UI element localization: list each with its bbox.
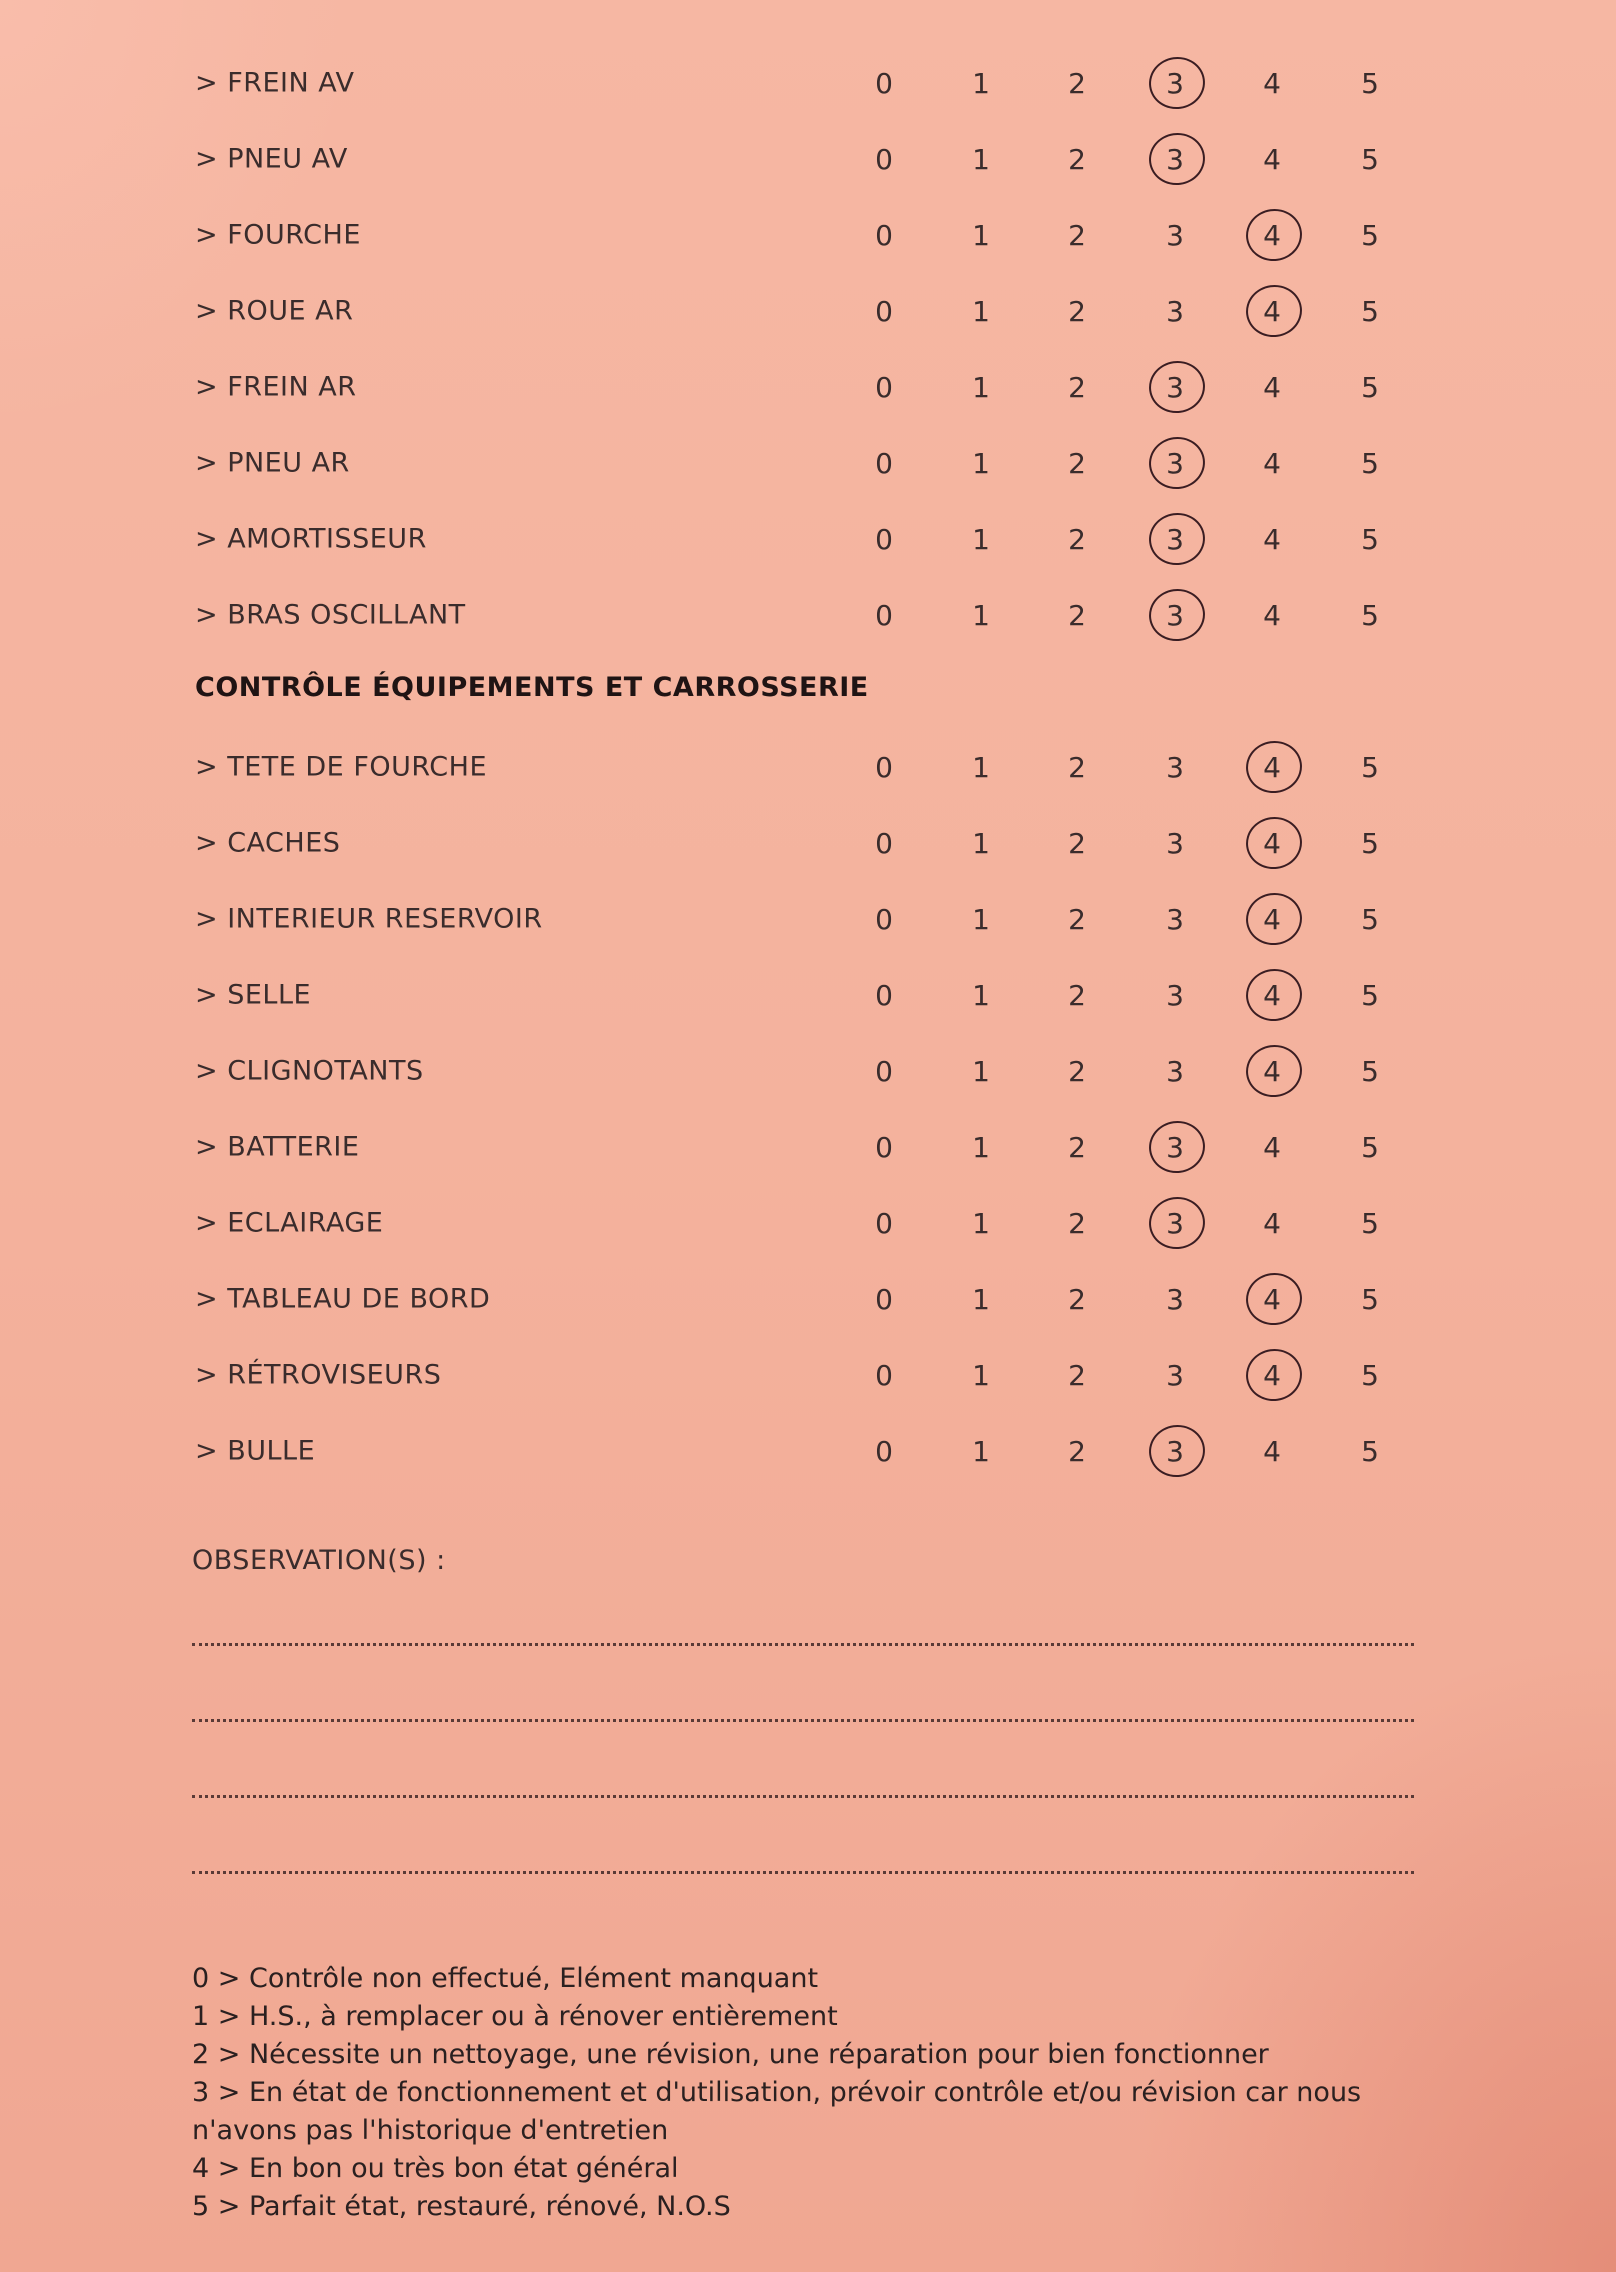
row-label: > BATTERIE <box>195 1131 360 1163</box>
score-option-4[interactable]: 4 <box>1263 598 1281 632</box>
checklist-row <box>0 729 1616 805</box>
score-option-5[interactable]: 5 <box>1361 902 1379 936</box>
observations-label: OBSERVATION(S) : <box>192 1545 446 1576</box>
score-option-5[interactable]: 5 <box>1361 66 1379 100</box>
score-option-2[interactable]: 2 <box>1068 294 1086 328</box>
score-option-0[interactable]: 0 <box>875 1282 893 1316</box>
score-option-4[interactable]: 4 <box>1242 742 1302 792</box>
score-option-5[interactable]: 5 <box>1361 978 1379 1012</box>
score-option-5[interactable]: 5 <box>1361 598 1379 632</box>
score-option-3[interactable]: 3 <box>1166 294 1184 328</box>
score-option-0[interactable]: 0 <box>875 598 893 632</box>
legend-item: 0 > Contrôle non effectué, Elément manquant <box>192 1963 819 1994</box>
score-option-3[interactable]: 3 <box>1166 750 1184 784</box>
score-option-5[interactable]: 5 <box>1361 218 1379 252</box>
score-option-3[interactable]: 3 <box>1145 1198 1205 1248</box>
row-label: > FREIN AR <box>195 371 357 403</box>
score-option-2[interactable]: 2 <box>1068 1130 1086 1164</box>
score-option-4[interactable]: 4 <box>1242 1350 1302 1400</box>
row-label: > ROUE AR <box>195 295 354 327</box>
score-option-1[interactable]: 1 <box>972 978 990 1012</box>
score-option-0[interactable]: 0 <box>875 370 893 404</box>
score-option-5[interactable]: 5 <box>1361 294 1379 328</box>
score-option-0[interactable]: 0 <box>875 522 893 556</box>
score-option-1[interactable]: 1 <box>972 66 990 100</box>
score-option-0[interactable]: 0 <box>875 294 893 328</box>
score-option-3[interactable]: 3 <box>1166 826 1184 860</box>
score-option-3[interactable]: 3 <box>1166 978 1184 1012</box>
checklist-row <box>0 1413 1616 1489</box>
score-option-3[interactable]: 3 <box>1166 1054 1184 1088</box>
score-option-1[interactable]: 1 <box>972 1054 990 1088</box>
score-option-4[interactable]: 4 <box>1263 1434 1281 1468</box>
score-option-0[interactable]: 0 <box>875 1206 893 1240</box>
checklist-row <box>0 805 1616 881</box>
score-option-2[interactable]: 2 <box>1068 1054 1086 1088</box>
score-option-5[interactable]: 5 <box>1361 1130 1379 1164</box>
score-option-2[interactable]: 2 <box>1068 902 1086 936</box>
score-option-2[interactable]: 2 <box>1068 1358 1086 1392</box>
score-option-4[interactable]: 4 <box>1242 894 1302 944</box>
checklist-row <box>0 1033 1616 1109</box>
score-option-0[interactable]: 0 <box>875 1434 893 1468</box>
score-option-5[interactable]: 5 <box>1361 1282 1379 1316</box>
score-option-2[interactable]: 2 <box>1068 218 1086 252</box>
checklist-row <box>0 1109 1616 1185</box>
score-option-0[interactable]: 0 <box>875 750 893 784</box>
checklist-row <box>0 1337 1616 1413</box>
score-option-5[interactable]: 5 <box>1361 1206 1379 1240</box>
checklist-row <box>0 121 1616 197</box>
score-option-3[interactable]: 3 <box>1145 514 1205 564</box>
score-option-4[interactable]: 4 <box>1263 66 1281 100</box>
score-option-1[interactable]: 1 <box>972 446 990 480</box>
checklist-row <box>0 881 1616 957</box>
score-option-4[interactable]: 4 <box>1263 370 1281 404</box>
score-option-4[interactable]: 4 <box>1242 970 1302 1020</box>
score-option-2[interactable]: 2 <box>1068 750 1086 784</box>
checklist-row <box>0 501 1616 577</box>
score-option-2[interactable]: 2 <box>1068 598 1086 632</box>
score-option-2[interactable]: 2 <box>1068 142 1086 176</box>
row-label: > PNEU AV <box>195 143 348 175</box>
score-option-3[interactable]: 3 <box>1166 1282 1184 1316</box>
score-option-0[interactable]: 0 <box>875 902 893 936</box>
score-option-1[interactable]: 1 <box>972 370 990 404</box>
score-option-2[interactable]: 2 <box>1068 1434 1086 1468</box>
score-option-3[interactable]: 3 <box>1145 58 1205 108</box>
score-option-4[interactable]: 4 <box>1242 818 1302 868</box>
score-option-5[interactable]: 5 <box>1361 1434 1379 1468</box>
score-option-3[interactable]: 3 <box>1166 902 1184 936</box>
row-label: > BULLE <box>195 1435 316 1467</box>
score-option-4[interactable]: 4 <box>1242 286 1302 336</box>
score-option-3[interactable]: 3 <box>1166 218 1184 252</box>
observation-line[interactable] <box>192 1719 1414 1722</box>
score-option-0[interactable]: 0 <box>875 1054 893 1088</box>
score-option-1[interactable]: 1 <box>972 826 990 860</box>
score-option-4[interactable]: 4 <box>1263 522 1281 556</box>
score-option-5[interactable]: 5 <box>1361 522 1379 556</box>
checklist-row <box>0 197 1616 273</box>
score-option-3[interactable]: 3 <box>1145 1122 1205 1172</box>
score-option-1[interactable]: 1 <box>972 1130 990 1164</box>
score-option-0[interactable]: 0 <box>875 66 893 100</box>
row-label: > TETE DE FOURCHE <box>195 751 487 783</box>
row-label: > FREIN AV <box>195 67 355 99</box>
score-option-0[interactable]: 0 <box>875 1130 893 1164</box>
observation-line[interactable] <box>192 1643 1414 1646</box>
score-option-1[interactable]: 1 <box>972 750 990 784</box>
score-option-2[interactable]: 2 <box>1068 522 1086 556</box>
score-option-3[interactable]: 3 <box>1166 1358 1184 1392</box>
score-option-2[interactable]: 2 <box>1068 370 1086 404</box>
score-option-1[interactable]: 1 <box>972 902 990 936</box>
score-option-0[interactable]: 0 <box>875 218 893 252</box>
legend-item: 3 > En état de fonctionnement et d'utilisation, prévoir contrôle et/ou révision car nous n'avons pas l'historique d'entretien <box>192 2077 1362 2146</box>
score-option-0[interactable]: 0 <box>875 826 893 860</box>
score-option-3[interactable]: 3 <box>1145 438 1205 488</box>
checklist-row <box>0 1261 1616 1337</box>
row-label: > AMORTISSEUR <box>195 523 427 555</box>
section-title: CONTRÔLE ÉQUIPEMENTS ET CARROSSERIE <box>195 672 869 703</box>
score-option-0[interactable]: 0 <box>875 446 893 480</box>
row-label: > PNEU AR <box>195 447 350 479</box>
score-option-2[interactable]: 2 <box>1068 1206 1086 1240</box>
legend-item: 2 > Nécessite un nettoyage, une révision, une réparation pour bien fonctionner <box>192 2039 1269 2070</box>
score-option-4[interactable]: 4 <box>1263 1206 1281 1240</box>
score-option-5[interactable]: 5 <box>1361 1358 1379 1392</box>
row-label: > CLIGNOTANTS <box>195 1055 424 1087</box>
score-option-0[interactable]: 0 <box>875 1358 893 1392</box>
score-option-5[interactable]: 5 <box>1361 826 1379 860</box>
score-option-1[interactable]: 1 <box>972 1434 990 1468</box>
score-option-4[interactable]: 4 <box>1263 446 1281 480</box>
row-label: > SELLE <box>195 979 312 1011</box>
observation-line[interactable] <box>192 1795 1414 1798</box>
score-option-2[interactable]: 2 <box>1068 826 1086 860</box>
score-option-3[interactable]: 3 <box>1145 362 1205 412</box>
score-option-4[interactable]: 4 <box>1242 210 1302 260</box>
legend-item: 4 > En bon ou très bon état général <box>192 2153 679 2184</box>
score-option-2[interactable]: 2 <box>1068 1282 1086 1316</box>
score-option-5[interactable]: 5 <box>1361 1054 1379 1088</box>
score-option-3[interactable]: 3 <box>1145 134 1205 184</box>
score-option-5[interactable]: 5 <box>1361 446 1379 480</box>
score-option-2[interactable]: 2 <box>1068 446 1086 480</box>
checklist-row <box>0 425 1616 501</box>
score-option-4[interactable]: 4 <box>1242 1046 1302 1096</box>
legend-item: 5 > Parfait état, restauré, rénové, N.O.S <box>192 2191 731 2222</box>
checklist-row <box>0 349 1616 425</box>
checklist-row <box>0 45 1616 121</box>
rating-legend <box>192 1960 1442 2226</box>
score-option-2[interactable]: 2 <box>1068 978 1086 1012</box>
legend-item: 1 > H.S., à remplacer ou à rénover entièrement <box>192 2001 838 2032</box>
score-option-1[interactable]: 1 <box>972 218 990 252</box>
score-option-3[interactable]: 3 <box>1145 1426 1205 1476</box>
checklist-row <box>0 273 1616 349</box>
score-option-1[interactable]: 1 <box>972 1282 990 1316</box>
score-option-5[interactable]: 5 <box>1361 370 1379 404</box>
checklist-row <box>0 1185 1616 1261</box>
score-option-2[interactable]: 2 <box>1068 66 1086 100</box>
row-label: > CACHES <box>195 827 341 859</box>
score-option-3[interactable]: 3 <box>1145 590 1205 640</box>
score-option-0[interactable]: 0 <box>875 142 893 176</box>
row-label: > INTERIEUR RESERVOIR <box>195 903 543 935</box>
score-option-1[interactable]: 1 <box>972 522 990 556</box>
score-option-1[interactable]: 1 <box>972 1358 990 1392</box>
row-label: > ECLAIRAGE <box>195 1207 384 1239</box>
row-label: > TABLEAU DE BORD <box>195 1283 491 1315</box>
score-option-5[interactable]: 5 <box>1361 142 1379 176</box>
row-label: > BRAS OSCILLANT <box>195 599 466 631</box>
score-option-4[interactable]: 4 <box>1263 142 1281 176</box>
score-option-4[interactable]: 4 <box>1263 1130 1281 1164</box>
observation-line[interactable] <box>192 1871 1414 1874</box>
score-option-1[interactable]: 1 <box>972 294 990 328</box>
checklist-row <box>0 577 1616 653</box>
score-option-5[interactable]: 5 <box>1361 750 1379 784</box>
checklist-row <box>0 957 1616 1033</box>
score-option-4[interactable]: 4 <box>1242 1274 1302 1324</box>
score-option-1[interactable]: 1 <box>972 598 990 632</box>
score-option-1[interactable]: 1 <box>972 142 990 176</box>
score-option-1[interactable]: 1 <box>972 1206 990 1240</box>
score-option-0[interactable]: 0 <box>875 978 893 1012</box>
row-label: > FOURCHE <box>195 219 361 251</box>
row-label: > RÉTROVISEURS <box>195 1359 442 1391</box>
